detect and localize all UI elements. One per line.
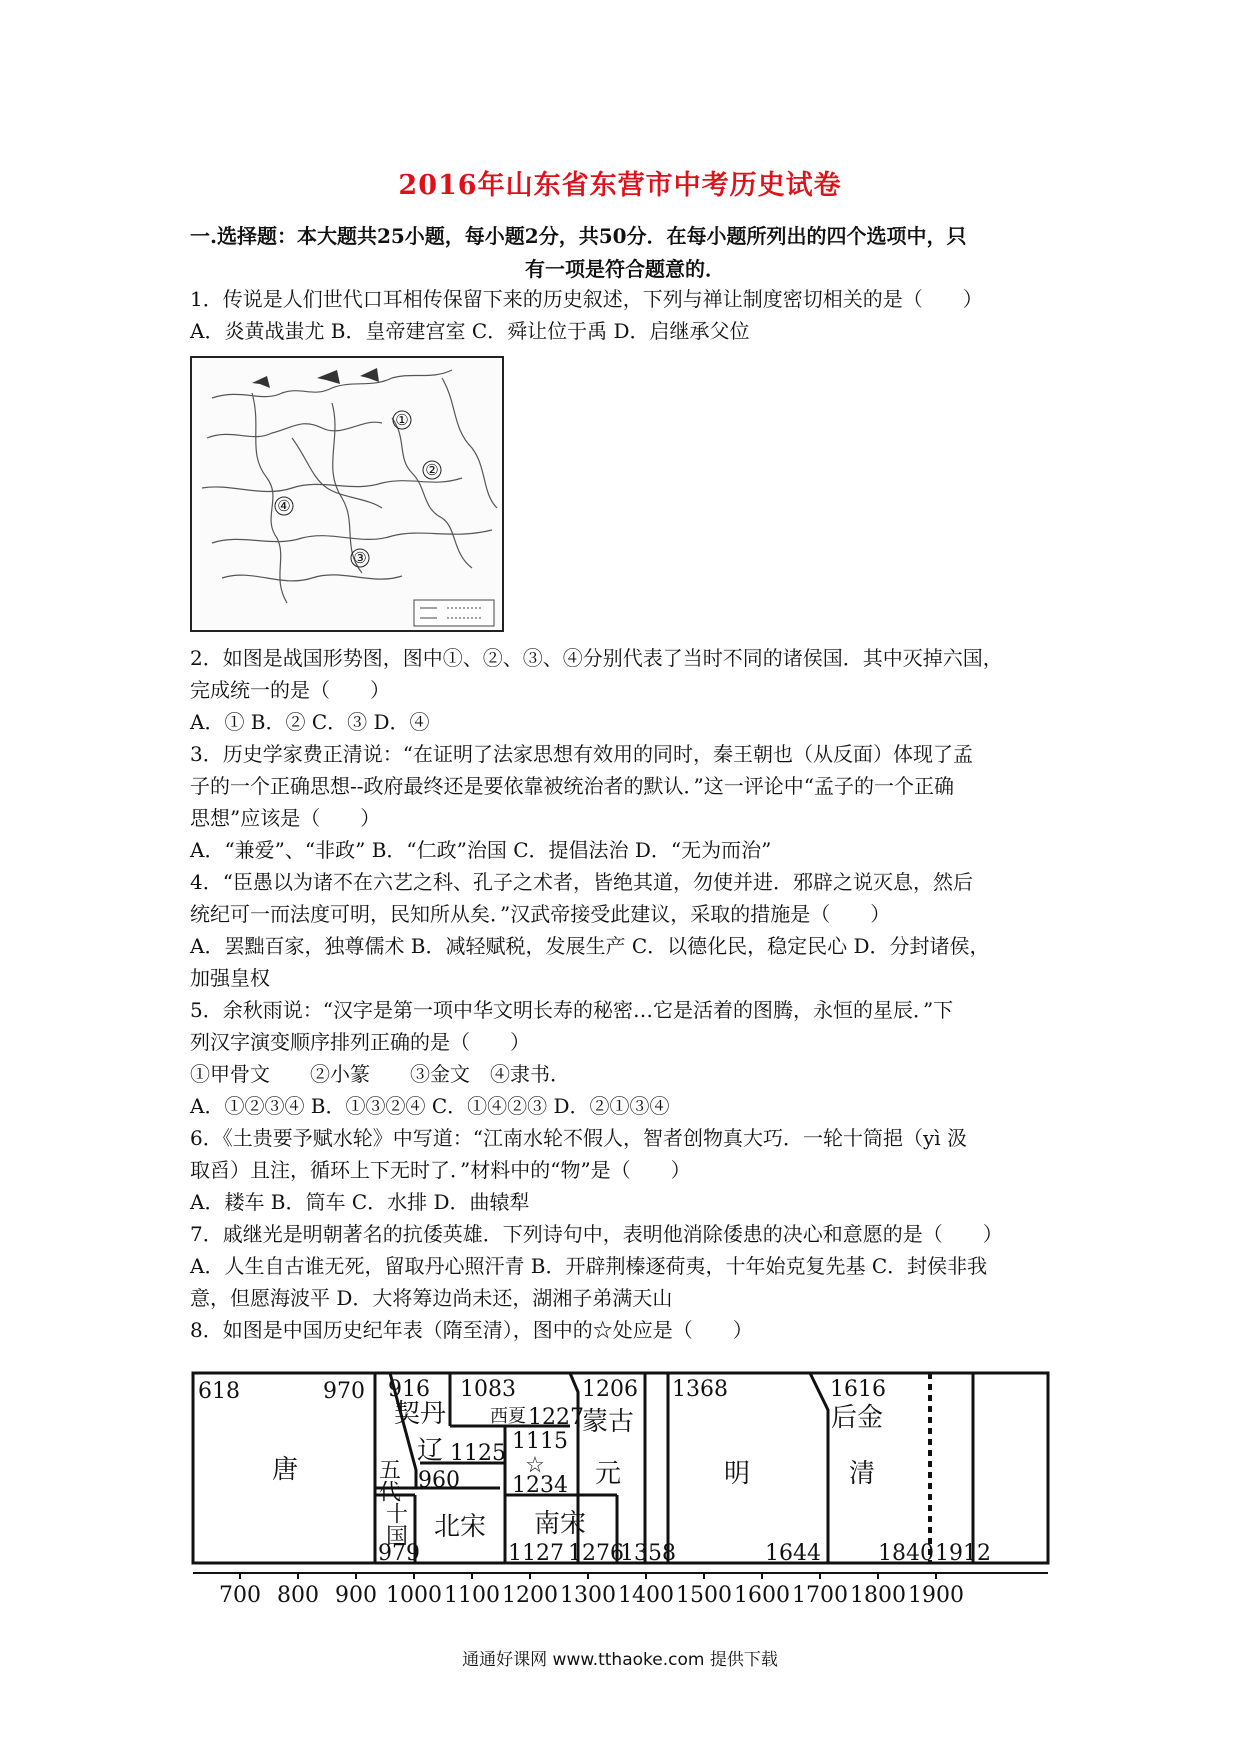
question-3-options: A．“兼爱”、“非政” B．“仁政”治国 C．提倡法治 D．“无为而治” [190, 838, 772, 862]
question-1-stem: 1．传说是人们世代口耳相传保留下来的历史叙述，下列与禅让制度密切相关的是（ ） [190, 287, 983, 311]
dynasty-liao: 辽 [416, 1436, 444, 1466]
axis-tick-label: 700 [219, 1583, 261, 1608]
question-5-stem-line1: 5．余秋雨说：“汉字是第一项中华文明长寿的秘密…它是活着的图腾，永恒的星辰．”下 [190, 998, 954, 1022]
axis-tick-label: 1900 [908, 1583, 964, 1608]
page-title: 2016年山东省东营市中考历史试卷 [398, 170, 842, 201]
axis-tick-label: 1500 [676, 1583, 732, 1608]
year-1083: 1083 [460, 1377, 516, 1402]
dynasty-houjin: 后金 [830, 1403, 884, 1433]
question-8-stem: 8．如图是中国历史纪年表（隋至清），图中的☆处应是（ ） [190, 1318, 753, 1342]
question-7-options-line2: 意，但愿海波平 D．大将筹边尚未还，湖湘子弟满天山 [190, 1286, 673, 1310]
dynasty-shiguo: 十国 [382, 1502, 408, 1546]
question-5-stem-line2: 列汉字演变顺序排列正确的是（ ） [190, 1030, 530, 1054]
year-1227: 1227 [528, 1405, 584, 1430]
axis-tick-label: 1700 [792, 1583, 848, 1608]
axis-tick-label: 800 [277, 1583, 319, 1608]
map-legend [414, 600, 494, 626]
dynasty-tang: 唐 [271, 1455, 299, 1485]
section-heading [190, 220, 1060, 286]
dynasty-nansong: 南宋 [533, 1509, 587, 1539]
question-5-items: ①甲骨文 ②小篆 ③金文 ④隶书． [190, 1062, 570, 1086]
year-1644: 1644 [765, 1541, 821, 1566]
question-6-stem-line2: 取舀）且注，循环上下无时了．”材料中的“物”是（ ） [190, 1158, 691, 1182]
dynasty-beisong: 北宋 [433, 1512, 487, 1542]
axis-tick-label: 1100 [444, 1583, 500, 1608]
axis-tick-label: 1800 [850, 1583, 906, 1608]
dynasty-xixia: 西夏 [490, 1406, 526, 1427]
dynasty-qidan: 契丹 [393, 1399, 447, 1429]
map-marker-1: ① [395, 411, 409, 429]
axis-tick-label: 1200 [502, 1583, 558, 1608]
question-4-stem-line1: 4．“臣愚以为诸不在六艺之科、孔子之术者，皆绝其道，勿使并进．邪辟之说灭息，然后 [190, 870, 973, 894]
axis-tick-label: 900 [335, 1583, 377, 1608]
warring-states-map [190, 356, 504, 632]
year-618: 618 [198, 1379, 240, 1404]
dynasty-menggu: 蒙古 [581, 1407, 635, 1437]
year-1206: 1206 [582, 1377, 638, 1402]
question-1-options: A．炎黄战蚩尤 B．皇帝建宫室 C．舜让位于禹 D．启继承父位 [190, 319, 750, 343]
axis-tick-label: 1600 [734, 1583, 790, 1608]
section-heading-line2: 有一项是符合题意的． [525, 257, 725, 281]
question-4-options-line1: A．罢黜百家，独尊儒术 B．减轻赋税，发展生产 C．以德化民，稳定民心 D．分封诸侯， [190, 934, 990, 958]
year-1115: 1115 [512, 1429, 568, 1454]
year-1127: 1127 [508, 1541, 564, 1566]
map-marker-3: ③ [353, 549, 367, 567]
map-drawing [192, 358, 502, 630]
year-1125: 1125 [450, 1441, 506, 1466]
question-6-options: A．耧车 B．筒车 C．水排 D．曲辕犁 [190, 1190, 530, 1214]
star-marker: ☆ [525, 1453, 545, 1478]
axis-tick-label: 1300 [560, 1583, 616, 1608]
question-3-stem-line1: 3．历史学家费正清说：“在证明了法家思想有效用的同时，秦王朝也（从反面）体现了孟 [190, 742, 973, 766]
year-1616: 1616 [830, 1377, 886, 1402]
axis-tick-label: 1400 [618, 1583, 674, 1608]
dynasty-ming: 明 [723, 1459, 751, 1489]
year-970: 970 [323, 1379, 365, 1404]
year-1276: 1276 [568, 1541, 624, 1566]
year-916: 916 [388, 1377, 430, 1402]
year-1840: 1840 [878, 1541, 934, 1566]
footer-source: 通通好课网 www.tthaoke.com 提供下载 [462, 1650, 778, 1670]
question-2-options: A．① B．② C．③ D．④ [190, 710, 430, 734]
dynasty-wudai: 五代 [375, 1458, 401, 1502]
question-6-stem-line1: 6．《土贵要予赋水轮》中写道：“江南水轮不假人，智者创物真大巧．一轮十筒挹（yì 汲 [190, 1126, 968, 1150]
map-marker-2: ② [425, 461, 439, 479]
year-960: 960 [418, 1468, 460, 1493]
question-7-options-line1: A．人生自古谁无死，留取丹心照汗青 B．开辟荆榛逐荷夷，十年始克复先基 C．封侯非我 [190, 1254, 988, 1278]
question-3-stem-line2: 子的一个正确思想--政府最终还是要依靠被统治者的默认．”这一评论中“孟子的一个正确 [190, 774, 954, 798]
question-2-stem-line2: 完成统一的是（ ） [190, 678, 390, 702]
year-1368: 1368 [672, 1377, 728, 1402]
axis-tick-label: 1000 [386, 1583, 442, 1608]
question-4-stem-line2: 统纪可一而法度可明，民知所从矣．”汉武帝接受此建议，采取的措施是（ ） [190, 902, 891, 926]
year-1358: 1358 [620, 1541, 676, 1566]
chronology-drawing [190, 1370, 1060, 1620]
chronology-chart [190, 1370, 1060, 1620]
question-2-stem-line1: 2．如图是战国形势图，图中①、②、③、④分别代表了当时不同的诸侯国．其中灭掉六国， [190, 646, 1003, 670]
year-979: 979 [378, 1541, 420, 1566]
question-3-stem-line3: 思想”应该是（ ） [190, 806, 381, 830]
question-5-options: A．①②③④ B．①③②④ C．①④②③ D．②①③④ [190, 1094, 670, 1118]
question-7-stem: 7．戚继光是明朝著名的抗倭英雄．下列诗句中，表明他消除倭患的决心和意愿的是（ ） [190, 1222, 1003, 1246]
dynasty-qing: 清 [848, 1459, 876, 1489]
map-marker-4: ④ [277, 497, 291, 515]
year-1912: 1912 [935, 1541, 991, 1566]
year-1234: 1234 [512, 1473, 568, 1498]
section-heading-line1: 一.选择题：本大题共25小题，每小题2分，共50分．在每小题所列出的四个选项中，只 [190, 224, 967, 248]
question-4-options-line2: 加强皇权 [190, 966, 270, 990]
dynasty-yuan: 元 [594, 1459, 622, 1489]
